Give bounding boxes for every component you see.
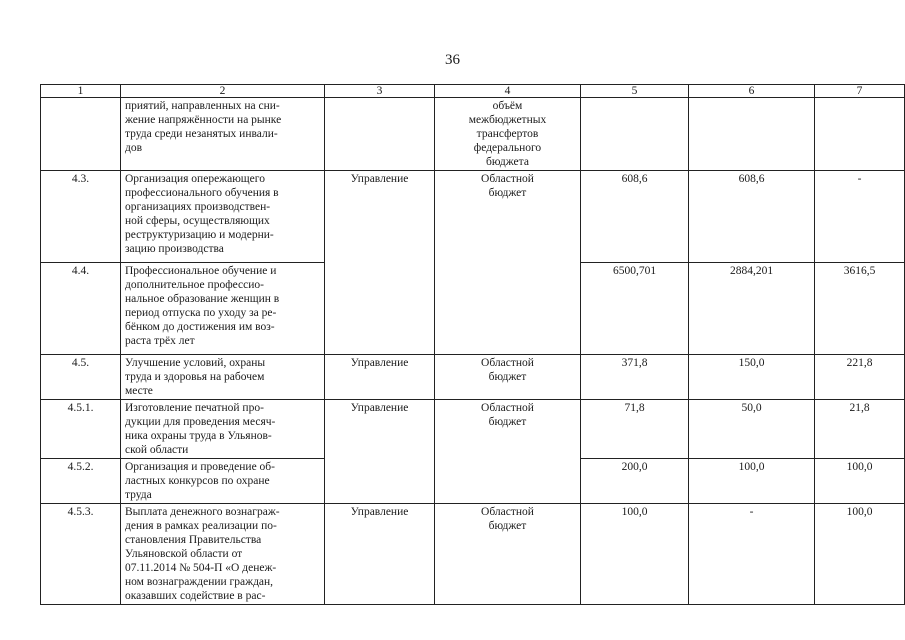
executor: Управление xyxy=(325,400,435,504)
source-line: Областной xyxy=(481,357,534,369)
funding-source xyxy=(435,400,581,504)
total-amount: 100,0 xyxy=(581,504,689,605)
column-numbers-row xyxy=(41,85,905,98)
description-line: Профессиональное обучение и xyxy=(125,265,277,277)
description-line: нальное образование женщин в xyxy=(125,293,280,305)
amount-col7 xyxy=(815,98,905,171)
item-description xyxy=(121,459,325,504)
item-number: 4.4. xyxy=(41,263,121,355)
description-line: ской области xyxy=(125,444,189,456)
description-line: труда и здоровья на рабочем xyxy=(125,371,265,383)
source-line: бюджет xyxy=(488,520,527,532)
description-line: реструктуризацию и модерни- xyxy=(125,229,274,241)
item-number xyxy=(41,98,121,171)
amount-col7: 100,0 xyxy=(815,459,905,504)
funding-source xyxy=(435,98,581,171)
total-amount: 6500,701 xyxy=(581,263,689,355)
description-line: дукции для проведения месяч- xyxy=(125,416,276,428)
funding-source xyxy=(435,171,581,355)
description-line: ника охраны труда в Ульянов- xyxy=(125,430,272,442)
page-number: 36 xyxy=(445,52,460,68)
description-line: оказавших содействие в рас- xyxy=(125,590,266,602)
description-line: период отпуска по уходу за ре- xyxy=(125,307,277,319)
total-amount: 200,0 xyxy=(581,459,689,504)
description-line: становления Правительства xyxy=(125,534,262,546)
item-description xyxy=(121,171,325,263)
funding-source xyxy=(435,504,581,605)
item-number: 4.3. xyxy=(41,171,121,263)
table-row xyxy=(41,400,905,459)
total-amount: 608,6 xyxy=(581,171,689,263)
source-line: бюджет xyxy=(488,371,527,383)
column-header: 3 xyxy=(325,85,435,98)
executor: Управление xyxy=(325,355,435,400)
amount-col7: - xyxy=(815,171,905,263)
executor: Управление xyxy=(325,171,435,355)
item-description xyxy=(121,355,325,400)
amount-col7: 3616,5 xyxy=(815,263,905,355)
amount-col7: 221,8 xyxy=(815,355,905,400)
total-amount: 71,8 xyxy=(581,400,689,459)
amount-col6: 150,0 xyxy=(689,355,815,400)
description-line: профессионального обучения в xyxy=(125,187,279,199)
description-line: организациях производствен- xyxy=(125,201,271,213)
column-header: 2 xyxy=(121,85,325,98)
executor xyxy=(325,98,435,171)
item-description xyxy=(121,504,325,605)
column-header: 6 xyxy=(689,85,815,98)
description-line: труда xyxy=(125,489,152,501)
description-line: Выплата денежного вознаграж- xyxy=(125,506,280,518)
description-line: зацию производства xyxy=(125,243,224,255)
source-line: межбюджетных xyxy=(468,114,547,126)
amount-col7: 21,8 xyxy=(815,400,905,459)
description-line: бёнком до достижения им воз- xyxy=(125,321,275,333)
description-line: дения в рамках реализации по- xyxy=(125,520,277,532)
funding-source xyxy=(435,355,581,400)
description-line: 07.11.2014 № 504-П «О денеж- xyxy=(125,562,277,574)
table-row xyxy=(41,355,905,400)
amount-col6: 608,6 xyxy=(689,171,815,263)
source-line: трансфертов xyxy=(476,128,539,140)
total-amount xyxy=(581,98,689,171)
item-number: 4.5.3. xyxy=(41,504,121,605)
item-number: 4.5.1. xyxy=(41,400,121,459)
source-line: бюджет xyxy=(488,416,527,428)
description-line: труда среди незанятых инвали- xyxy=(125,128,278,140)
description-line: ном вознаграждении граждан, xyxy=(125,576,274,588)
item-description xyxy=(121,98,325,171)
column-header: 5 xyxy=(581,85,689,98)
description-line: дов xyxy=(125,142,143,154)
executor: Управление xyxy=(325,504,435,605)
description-line: приятий, направленных на сни- xyxy=(125,100,280,112)
description-line: ластных конкурсов по охране xyxy=(125,475,270,487)
column-header: 7 xyxy=(815,85,905,98)
item-number: 4.5. xyxy=(41,355,121,400)
description-line: ной сферы, осуществляющих xyxy=(125,215,270,227)
amount-col6: - xyxy=(689,504,815,605)
source-line: Областной xyxy=(481,402,534,414)
description-line: раста трёх лет xyxy=(125,335,195,347)
item-number: 4.5.2. xyxy=(41,459,121,504)
description-line: Изготовление печатной про- xyxy=(125,402,264,414)
description-line: Организация опережающего xyxy=(125,173,265,185)
description-line: Организация и проведение об- xyxy=(125,461,275,473)
column-header: 1 xyxy=(41,85,121,98)
table-row xyxy=(41,98,905,171)
source-line: федерального xyxy=(473,142,542,154)
source-line: бюджет xyxy=(488,187,527,199)
description-line: жение напряжённости на рынке xyxy=(125,114,282,126)
budget-table xyxy=(40,84,905,605)
table-row xyxy=(41,171,905,263)
amount-col6: 50,0 xyxy=(689,400,815,459)
item-description xyxy=(121,263,325,355)
source-line: Областной xyxy=(481,173,534,185)
item-description xyxy=(121,400,325,459)
source-line: объём xyxy=(492,100,523,112)
description-line: месте xyxy=(125,385,153,397)
description-line: Улучшение условий, охраны xyxy=(125,357,266,369)
amount-col6: 100,0 xyxy=(689,459,815,504)
total-amount: 371,8 xyxy=(581,355,689,400)
amount-col7: 100,0 xyxy=(815,504,905,605)
source-line: бюджета xyxy=(486,156,529,168)
column-header: 4 xyxy=(435,85,581,98)
description-line: дополнительное профессио- xyxy=(125,279,264,291)
amount-col6: 2884,201 xyxy=(689,263,815,355)
description-line: Ульяновской области от xyxy=(125,548,243,560)
amount-col6 xyxy=(689,98,815,171)
source-line: Областной xyxy=(481,506,534,518)
table-row xyxy=(41,504,905,605)
